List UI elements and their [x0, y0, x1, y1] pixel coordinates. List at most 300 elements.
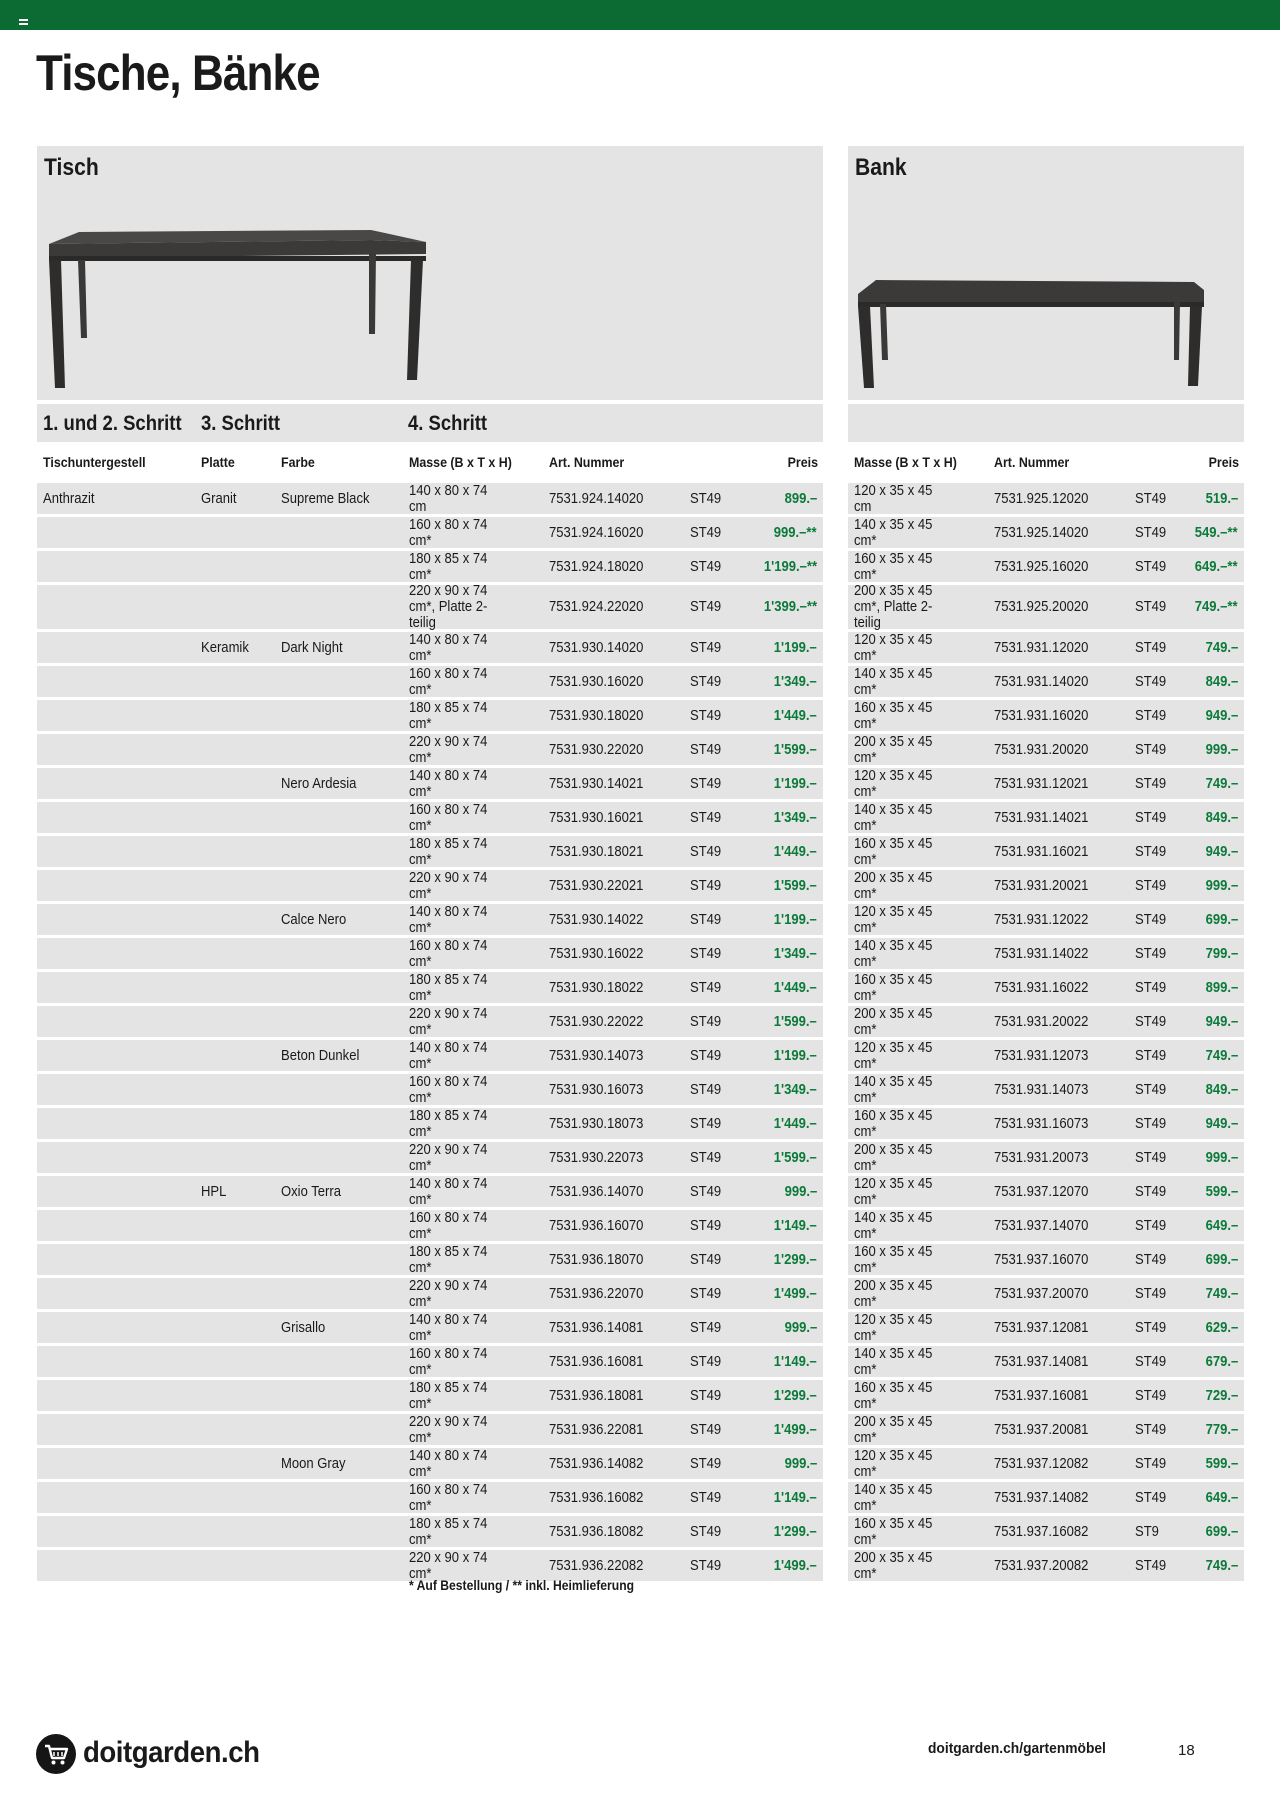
cell-code: ST49 — [690, 639, 722, 656]
cell-preis: 999.– — [784, 1183, 817, 1200]
cell-farbe: Grisallo — [281, 1319, 326, 1336]
bank-cell-code: ST49 — [1135, 1081, 1167, 1098]
bank-cell-preis: 749.– — [1205, 775, 1238, 792]
bank-cell-preis: 999.– — [1205, 877, 1238, 894]
bank-cell-art-nummer: 7531.931.12073 — [994, 1047, 1089, 1064]
cell-masse: 160 x 80 x 74 cm* — [409, 1345, 488, 1378]
table-row — [37, 802, 823, 833]
bank-cell-art-nummer: 7531.931.12020 — [994, 639, 1089, 656]
bank-cell-art-nummer: 7531.937.12070 — [994, 1183, 1089, 1200]
bank-table-row — [848, 904, 1244, 935]
bank-cell-art-nummer: 7531.937.20082 — [994, 1557, 1089, 1574]
cell-masse: 180 x 85 x 74 cm* — [409, 1515, 488, 1548]
cell-preis: 1'149.– — [773, 1217, 817, 1234]
bank-table-row — [848, 1550, 1244, 1581]
bank-cell-code: ST49 — [1135, 558, 1167, 575]
cell-art-nummer: 7531.930.14022 — [549, 911, 644, 928]
cell-art-nummer: 7531.936.14081 — [549, 1319, 644, 1336]
cell-code: ST49 — [690, 1523, 722, 1540]
table-row — [37, 666, 823, 697]
cell-art-nummer: 7531.936.16082 — [549, 1489, 644, 1506]
bank-cell-preis: 749.– — [1205, 1047, 1238, 1064]
table-row — [37, 734, 823, 765]
bank-cell-code: ST49 — [1135, 1217, 1167, 1234]
cell-code: ST49 — [690, 1183, 722, 1200]
cell-art-nummer: 7531.930.22073 — [549, 1149, 644, 1166]
cell-masse: 220 x 90 x 74 cm* — [409, 1005, 488, 1038]
bank-cell-preis: 749.– — [1205, 1285, 1238, 1302]
bank-cell-masse: 140 x 35 x 45 cm* — [854, 516, 933, 549]
bank-cell-code: ST49 — [1135, 1251, 1167, 1268]
bank-cell-preis: 649.–** — [1195, 558, 1238, 575]
header-tischuntergestell: Tischuntergestell — [43, 455, 146, 470]
bank-cell-masse: 140 x 35 x 45 cm* — [854, 1481, 933, 1514]
cell-code: ST49 — [690, 877, 722, 894]
cell-preis: 999.–** — [774, 524, 817, 541]
bank-cell-art-nummer: 7531.931.20073 — [994, 1149, 1089, 1166]
cell-masse: 140 x 80 x 74 cm* — [409, 631, 488, 664]
bank-table-row — [848, 1142, 1244, 1173]
cell-art-nummer: 7531.930.16022 — [549, 945, 644, 962]
bank-cell-code: ST49 — [1135, 741, 1167, 758]
table-row — [37, 1074, 823, 1105]
cell-art-nummer: 7531.936.14082 — [549, 1455, 644, 1472]
table-row — [37, 1414, 823, 1445]
bank-cell-preis: 849.– — [1205, 1081, 1238, 1098]
table-row — [37, 1176, 823, 1207]
cell-masse: 220 x 90 x 74 cm* — [409, 869, 488, 902]
cell-platte: Keramik — [201, 639, 249, 656]
step-1-2: 1. und 2. Schritt — [43, 412, 182, 435]
cell-masse: 220 x 90 x 74 cm* — [409, 1413, 488, 1446]
page-title: Tische, Bänke — [36, 45, 320, 101]
cell-preis: 1'349.– — [773, 809, 817, 826]
cell-code: ST49 — [690, 1489, 722, 1506]
cell-art-nummer: 7531.930.16021 — [549, 809, 644, 826]
header-art-nummer: Art. Nummer — [549, 455, 625, 470]
cell-code: ST49 — [690, 490, 722, 507]
cell-masse: 180 x 85 x 74 cm* — [409, 699, 488, 732]
cell-masse: 180 x 85 x 74 cm* — [409, 1107, 488, 1140]
table-row — [37, 1550, 823, 1581]
table-row — [37, 1244, 823, 1275]
bank-cell-code: ST49 — [1135, 1115, 1167, 1132]
cell-code: ST49 — [690, 524, 722, 541]
cell-code: ST49 — [690, 1013, 722, 1030]
bank-cell-art-nummer: 7531.937.16070 — [994, 1251, 1089, 1268]
cell-code: ST49 — [690, 707, 722, 724]
bank-cell-art-nummer: 7531.925.16020 — [994, 558, 1089, 575]
cell-code: ST49 — [690, 911, 722, 928]
bank-table-row — [848, 1312, 1244, 1343]
bank-cell-masse: 140 x 35 x 45 cm* — [854, 801, 933, 834]
cell-masse: 160 x 80 x 74 cm* — [409, 937, 488, 970]
cell-preis: 1'199.– — [773, 1047, 817, 1064]
cell-art-nummer: 7531.936.16081 — [549, 1353, 644, 1370]
cell-art-nummer: 7531.936.22082 — [549, 1557, 644, 1574]
cell-masse: 160 x 80 x 74 cm* — [409, 1481, 488, 1514]
bank-cell-art-nummer: 7531.931.20021 — [994, 877, 1089, 894]
cell-art-nummer: 7531.924.16020 — [549, 524, 644, 541]
bank-cell-art-nummer: 7531.937.14082 — [994, 1489, 1089, 1506]
cell-masse: 160 x 80 x 74 cm* — [409, 665, 488, 698]
cell-preis: 999.– — [784, 1319, 817, 1336]
bank-table-row — [848, 836, 1244, 867]
table-row — [37, 1108, 823, 1139]
cell-masse: 140 x 80 x 74 cm* — [409, 903, 488, 936]
bank-cell-code: ST49 — [1135, 639, 1167, 656]
cell-art-nummer: 7531.936.18070 — [549, 1251, 644, 1268]
header-farbe: Farbe — [281, 455, 315, 470]
bank-cell-code: ST49 — [1135, 911, 1167, 928]
cell-code: ST49 — [690, 1115, 722, 1132]
bank-cell-preis: 679.– — [1205, 1353, 1238, 1370]
table-row — [37, 1006, 823, 1037]
bank-cell-preis: 599.– — [1205, 1183, 1238, 1200]
cell-masse: 160 x 80 x 74 cm* — [409, 1073, 488, 1106]
bank-table-row — [848, 1006, 1244, 1037]
bank-cell-code: ST49 — [1135, 1047, 1167, 1064]
cell-preis: 1'599.– — [773, 741, 817, 758]
cell-preis: 1'149.– — [773, 1353, 817, 1370]
bank-cell-art-nummer: 7531.937.14081 — [994, 1353, 1089, 1370]
bank-cell-masse: 120 x 35 x 45 cm* — [854, 767, 933, 800]
bank-cell-art-nummer: 7531.931.16073 — [994, 1115, 1089, 1132]
bank-table-row — [848, 1448, 1244, 1479]
cell-preis: 1'599.– — [773, 877, 817, 894]
bank-cell-preis: 999.– — [1205, 1149, 1238, 1166]
table-row — [37, 1448, 823, 1479]
bank-cell-art-nummer: 7531.931.14022 — [994, 945, 1089, 962]
bank-cell-preis: 949.– — [1205, 707, 1238, 724]
cell-art-nummer: 7531.924.18020 — [549, 558, 644, 575]
cell-preis: 1'599.– — [773, 1013, 817, 1030]
bank-cell-code: ST49 — [1135, 809, 1167, 826]
bank-cell-code: ST49 — [1135, 1489, 1167, 1506]
bank-cell-masse: 120 x 35 x 45 cm* — [854, 631, 933, 664]
bank-table-row — [848, 1210, 1244, 1241]
table-row — [37, 585, 823, 629]
cell-masse: 140 x 80 x 74 cm* — [409, 767, 488, 800]
cell-art-nummer: 7531.936.14070 — [549, 1183, 644, 1200]
cell-preis: 1'349.– — [773, 673, 817, 690]
cell-art-nummer: 7531.930.14020 — [549, 639, 644, 656]
cell-art-nummer: 7531.930.14073 — [549, 1047, 644, 1064]
cell-art-nummer: 7531.930.18022 — [549, 979, 644, 996]
table-row — [37, 904, 823, 935]
cell-preis: 1'599.– — [773, 1149, 817, 1166]
bank-cell-masse: 200 x 35 x 45 cm* — [854, 1413, 933, 1446]
bank-cell-masse: 160 x 35 x 45 cm* — [854, 1107, 933, 1140]
table-row — [37, 1482, 823, 1513]
table-row — [37, 836, 823, 867]
bank-table-row — [848, 1176, 1244, 1207]
bank-title: Bank — [855, 154, 907, 181]
cell-masse: 140 x 80 x 74 cm — [409, 482, 488, 515]
header-preis: Preis — [787, 455, 818, 470]
bank-cell-preis: 699.– — [1205, 1251, 1238, 1268]
footer-brand: doitgarden.ch — [83, 1736, 260, 1769]
bank-table-row — [848, 517, 1244, 548]
cell-preis: 1'449.– — [773, 1115, 817, 1132]
bank-cell-masse: 140 x 35 x 45 cm* — [854, 937, 933, 970]
bank-cell-code: ST49 — [1135, 1183, 1167, 1200]
cell-art-nummer: 7531.936.18081 — [549, 1387, 644, 1404]
cell-masse: 220 x 90 x 74 cm*, Platte 2-teilig — [409, 583, 488, 631]
bank-cell-masse: 120 x 35 x 45 cm* — [854, 1311, 933, 1344]
bank-cell-art-nummer: 7531.931.12022 — [994, 911, 1089, 928]
bank-table-row — [848, 551, 1244, 582]
bank-cell-art-nummer: 7531.931.16022 — [994, 979, 1089, 996]
bank-cell-masse: 200 x 35 x 45 cm* — [854, 1005, 933, 1038]
bank-header-masse: Masse (B x T x H) — [854, 455, 957, 470]
cell-farbe: Oxio Terra — [281, 1183, 341, 1200]
cell-code: ST49 — [690, 1353, 722, 1370]
bank-table-row — [848, 666, 1244, 697]
table-row — [37, 517, 823, 548]
bank-cell-preis: 779.– — [1205, 1421, 1238, 1438]
bank-table-row — [848, 734, 1244, 765]
cell-tischuntergestell: Anthrazit — [43, 490, 95, 507]
bank-cell-masse: 200 x 35 x 45 cm* — [854, 1549, 933, 1582]
cell-code: ST49 — [690, 775, 722, 792]
bank-cell-masse: 120 x 35 x 45 cm* — [854, 1175, 933, 1208]
cell-code: ST49 — [690, 1557, 722, 1574]
bank-cell-masse: 120 x 35 x 45 cm* — [854, 903, 933, 936]
bank-cell-art-nummer: 7531.931.16020 — [994, 707, 1089, 724]
bank-cell-masse: 160 x 35 x 45 cm* — [854, 971, 933, 1004]
cell-preis: 1'199.– — [773, 775, 817, 792]
bank-table-row — [848, 585, 1244, 629]
cell-art-nummer: 7531.930.18020 — [549, 707, 644, 724]
cell-art-nummer: 7531.930.18021 — [549, 843, 644, 860]
bank-cell-masse: 160 x 35 x 45 cm* — [854, 550, 933, 583]
cell-farbe: Calce Nero — [281, 911, 347, 928]
table-illustration — [41, 212, 431, 392]
cell-preis: 899.– — [784, 490, 817, 507]
cell-preis: 1'499.– — [773, 1421, 817, 1438]
cell-art-nummer: 7531.936.16070 — [549, 1217, 644, 1234]
table-row — [37, 1380, 823, 1411]
cell-masse: 180 x 85 x 74 cm* — [409, 1379, 488, 1412]
cell-masse: 140 x 80 x 74 cm* — [409, 1447, 488, 1480]
table-row — [37, 1312, 823, 1343]
bank-table-row — [848, 1074, 1244, 1105]
bank-table-row — [848, 1482, 1244, 1513]
cell-code: ST49 — [690, 979, 722, 996]
tisch-title: Tisch — [44, 154, 99, 181]
cell-code: ST49 — [690, 1251, 722, 1268]
bank-cell-masse: 160 x 35 x 45 cm* — [854, 699, 933, 732]
bank-cell-code: ST49 — [1135, 1557, 1167, 1574]
bank-header-preis: Preis — [1208, 455, 1239, 470]
bank-table-row — [848, 1380, 1244, 1411]
cell-art-nummer: 7531.930.18073 — [549, 1115, 644, 1132]
bank-table-row — [848, 1414, 1244, 1445]
cell-masse: 140 x 80 x 74 cm* — [409, 1039, 488, 1072]
cell-masse: 220 x 90 x 74 cm* — [409, 1549, 488, 1582]
bank-cell-preis: 649.– — [1205, 1217, 1238, 1234]
cell-masse: 140 x 80 x 74 cm* — [409, 1175, 488, 1208]
cell-code: ST49 — [690, 1217, 722, 1234]
bank-cell-preis: 729.– — [1205, 1387, 1238, 1404]
bank-cell-code: ST49 — [1135, 945, 1167, 962]
bank-cell-preis: 849.– — [1205, 809, 1238, 826]
bank-cell-masse: 200 x 35 x 45 cm* — [854, 733, 933, 766]
bank-cell-code: ST49 — [1135, 1149, 1167, 1166]
cell-code: ST49 — [690, 1285, 722, 1302]
cell-masse: 220 x 90 x 74 cm* — [409, 1141, 488, 1174]
cell-art-nummer: 7531.936.22081 — [549, 1421, 644, 1438]
bank-table-row — [848, 870, 1244, 901]
bank-cell-code: ST49 — [1135, 843, 1167, 860]
footer-url[interactable]: doitgarden.ch/gartenmöbel — [928, 1740, 1106, 1757]
cell-code: ST49 — [690, 1047, 722, 1064]
bank-cell-preis: 949.– — [1205, 843, 1238, 860]
bank-cell-code: ST9 — [1135, 1523, 1159, 1540]
cell-code: ST49 — [690, 1455, 722, 1472]
cell-art-nummer: 7531.936.22070 — [549, 1285, 644, 1302]
bank-cell-art-nummer: 7531.937.16081 — [994, 1387, 1089, 1404]
bank-cell-code: ST49 — [1135, 490, 1167, 507]
bank-cell-art-nummer: 7531.925.12020 — [994, 490, 1089, 507]
cell-preis: 1'299.– — [773, 1387, 817, 1404]
bank-cell-art-nummer: 7531.931.14073 — [994, 1081, 1089, 1098]
cell-art-nummer: 7531.930.14021 — [549, 775, 644, 792]
table-row — [37, 870, 823, 901]
bank-table-row — [848, 1108, 1244, 1139]
cell-platte: HPL — [201, 1183, 227, 1200]
cell-code: ST49 — [690, 1149, 722, 1166]
cell-masse: 180 x 85 x 74 cm* — [409, 550, 488, 583]
cell-preis: 1'299.– — [773, 1523, 817, 1540]
bank-cell-masse: 140 x 35 x 45 cm* — [854, 1345, 933, 1378]
bank-table-row — [848, 700, 1244, 731]
cell-code: ST49 — [690, 558, 722, 575]
bank-table-row — [848, 483, 1244, 514]
bank-cell-preis: 749.– — [1205, 1557, 1238, 1574]
bank-cell-art-nummer: 7531.937.14070 — [994, 1217, 1089, 1234]
bank-cell-code: ST49 — [1135, 1421, 1167, 1438]
bank-cell-masse: 120 x 35 x 45 cm* — [854, 1039, 933, 1072]
table-row — [37, 1040, 823, 1071]
cell-art-nummer: 7531.930.16073 — [549, 1081, 644, 1098]
table-row — [37, 1516, 823, 1547]
cell-farbe: Dark Night — [281, 639, 343, 656]
bank-table-row — [848, 1516, 1244, 1547]
step-3: 3. Schritt — [201, 412, 281, 435]
tisch-image-panel — [37, 146, 823, 400]
bank-cell-preis: 849.– — [1205, 673, 1238, 690]
cell-art-nummer: 7531.924.22020 — [549, 599, 644, 615]
bank-cell-preis: 999.– — [1205, 741, 1238, 758]
bank-cell-preis: 749.– — [1205, 639, 1238, 656]
cell-preis: 1'349.– — [773, 1081, 817, 1098]
bank-cell-preis: 949.– — [1205, 1013, 1238, 1030]
cell-code: ST49 — [690, 809, 722, 826]
bank-cell-preis: 699.– — [1205, 1523, 1238, 1540]
bank-cell-art-nummer: 7531.925.20020 — [994, 599, 1089, 615]
bank-cell-masse: 160 x 35 x 45 cm* — [854, 835, 933, 868]
cell-masse: 180 x 85 x 74 cm* — [409, 971, 488, 1004]
bank-cell-art-nummer: 7531.931.12021 — [994, 775, 1089, 792]
bank-cell-code: ST49 — [1135, 1013, 1167, 1030]
bank-cell-art-nummer: 7531.931.20020 — [994, 741, 1089, 758]
bank-cell-code: ST49 — [1135, 979, 1167, 996]
cell-preis: 1'499.– — [773, 1557, 817, 1574]
table-row — [37, 551, 823, 582]
table-row — [37, 1278, 823, 1309]
table-row — [37, 972, 823, 1003]
bank-header-art-nummer: Art. Nummer — [994, 455, 1070, 470]
table-row — [37, 768, 823, 799]
bank-cell-art-nummer: 7531.937.12081 — [994, 1319, 1089, 1336]
bank-cell-masse: 140 x 35 x 45 cm* — [854, 665, 933, 698]
bank-cell-preis: 899.– — [1205, 979, 1238, 996]
cell-farbe: Nero Ardesia — [281, 775, 357, 792]
cell-preis: 1'299.– — [773, 1251, 817, 1268]
cell-code: ST49 — [690, 1387, 722, 1404]
bank-cell-art-nummer: 7531.937.12082 — [994, 1455, 1089, 1472]
cell-preis: 1'399.–** — [763, 599, 817, 615]
bank-table-row — [848, 972, 1244, 1003]
bank-table-row — [848, 632, 1244, 663]
bank-cell-masse: 200 x 35 x 45 cm*, Platte 2-teilig — [854, 583, 933, 631]
bank-cell-masse: 200 x 35 x 45 cm* — [854, 869, 933, 902]
cell-code: ST49 — [690, 1319, 722, 1336]
bank-cell-art-nummer: 7531.931.20022 — [994, 1013, 1089, 1030]
header-platte: Platte — [201, 455, 235, 470]
bank-cell-preis: 799.– — [1205, 945, 1238, 962]
cell-preis: 1'349.– — [773, 945, 817, 962]
bank-table-row — [848, 938, 1244, 969]
cell-art-nummer: 7531.930.22021 — [549, 877, 644, 894]
cell-farbe: Supreme Black — [281, 490, 370, 507]
cell-art-nummer: 7531.930.16020 — [549, 673, 644, 690]
cell-masse: 160 x 80 x 74 cm* — [409, 1209, 488, 1242]
bank-cell-masse: 140 x 35 x 45 cm* — [854, 1073, 933, 1106]
bank-cell-code: ST49 — [1135, 707, 1167, 724]
bank-cell-art-nummer: 7531.925.14020 — [994, 524, 1089, 541]
bank-cell-code: ST49 — [1135, 1387, 1167, 1404]
bank-cell-preis: 649.– — [1205, 1489, 1238, 1506]
bank-cell-preis: 549.–** — [1195, 524, 1238, 541]
cell-masse: 160 x 80 x 74 cm* — [409, 516, 488, 549]
bank-cell-art-nummer: 7531.937.20070 — [994, 1285, 1089, 1302]
cart-logo-icon — [36, 1734, 76, 1774]
page-number: 18 — [1178, 1742, 1195, 1759]
table-row — [37, 938, 823, 969]
cell-masse: 180 x 85 x 74 cm* — [409, 835, 488, 868]
bank-cell-code: ST49 — [1135, 1353, 1167, 1370]
footnote: * Auf Bestellung / ** inkl. Heimlieferung — [409, 1578, 635, 1593]
cell-preis: 1'199.– — [773, 911, 817, 928]
cell-art-nummer: 7531.936.18082 — [549, 1523, 644, 1540]
table-row — [37, 700, 823, 731]
bank-cell-masse: 160 x 35 x 45 cm* — [854, 1243, 933, 1276]
step-4: 4. Schritt — [408, 412, 488, 435]
cell-preis: 1'499.– — [773, 1285, 817, 1302]
bank-cell-masse: 200 x 35 x 45 cm* — [854, 1277, 933, 1310]
bank-cell-art-nummer: 7531.937.16082 — [994, 1523, 1089, 1540]
bank-cell-masse: 120 x 35 x 45 cm* — [854, 1447, 933, 1480]
cell-code: ST49 — [690, 741, 722, 758]
cell-preis: 1'449.– — [773, 843, 817, 860]
bank-cell-masse: 140 x 35 x 45 cm* — [854, 1209, 933, 1242]
bank-cell-art-nummer: 7531.937.20081 — [994, 1421, 1089, 1438]
bank-cell-masse: 120 x 35 x 45 cm — [854, 482, 933, 515]
bench-illustration — [854, 276, 1206, 398]
